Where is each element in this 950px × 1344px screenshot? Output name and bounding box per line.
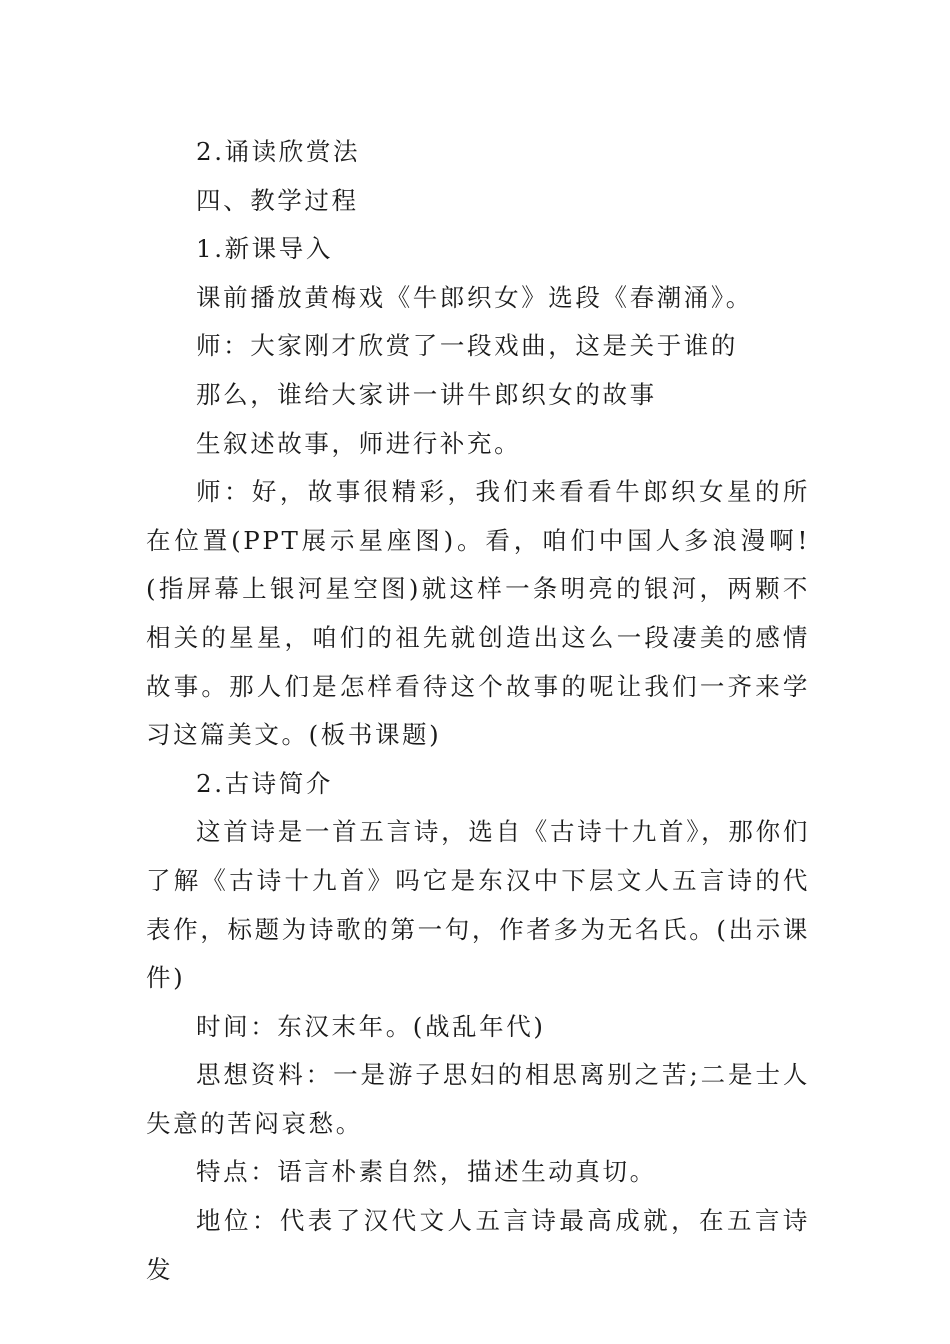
paragraph: 思想资料：一是游子思妇的相思离别之苦;二是士人失意的苦闷哀愁。 bbox=[146, 1060, 810, 1138]
document-body bbox=[146, 128, 810, 1294]
subsection-heading: 2.古诗简介 bbox=[196, 768, 333, 798]
paragraph: 课前播放黄梅戏《牛郎织女》选段《春潮涌》。 bbox=[196, 282, 753, 312]
paragraph: 地位：代表了汉代文人五言诗最高成就，在五言诗发 bbox=[146, 1206, 810, 1284]
section-heading: 四、教学过程 bbox=[196, 185, 359, 215]
paragraph: 生叙述故事，师进行补充。 bbox=[196, 428, 522, 458]
paragraph: 2.诵读欣赏法 bbox=[196, 137, 361, 166]
paragraph: 师：大家刚才欣赏了一段戏曲，这是关于谁的 bbox=[196, 331, 738, 361]
paragraph: 这首诗是一首五言诗，选自《古诗十九首》，那你们了解《古诗十九首》吗它是东汉中下层文人五言诗的代表作，标题为诗歌的第一句，作者多为无名氏。(出示课件) bbox=[146, 817, 810, 993]
subsection-heading: 1.新课导入 bbox=[196, 234, 333, 264]
paragraph: 时间：东汉末年。(战乱年代) bbox=[196, 1011, 546, 1041]
paragraph: 特点：语言朴素自然，描述生动真切。 bbox=[196, 1157, 657, 1187]
paragraph: 师：好，故事很精彩，我们来看看牛郎织女星的所在位置(PPT展示星座图)。看，咱们中国人多浪漫啊!(指屏幕上银河星空图)就这样一条明亮的银河，两颗不相关的星星，咱们的祖先就创造出这么一段凄美的感情故事。那人们是怎样看待这个故事的呢让我们一齐来学习这篇美文。(板书课题) bbox=[146, 477, 810, 750]
paragraph: 那么，谁给大家讲一讲牛郎织女的故事 bbox=[196, 379, 657, 409]
